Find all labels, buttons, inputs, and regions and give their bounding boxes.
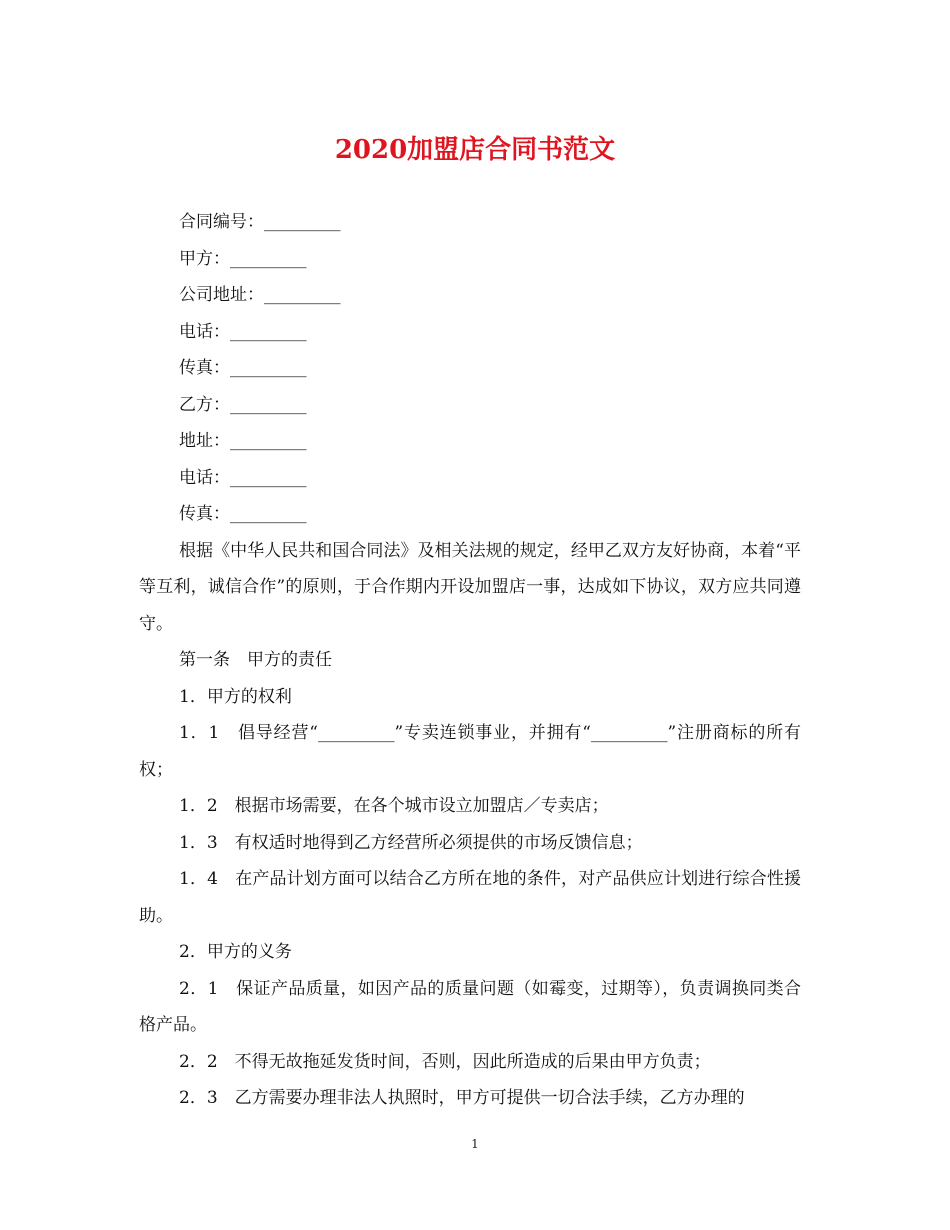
clause-2-2: 2．2 不得无故拖延发货时间，否则，因此所造成的后果由甲方负责； xyxy=(179,1051,711,1072)
preamble-paragraph: 根据《中华人民共和国合同法》及相关法规的规定，经甲乙双方友好协商，本着“平等互利，诚信合作”的原则，于合作期内开设加盟店一事，达成如下协议，双方应共同遵守。 xyxy=(139,540,801,634)
field-party-b-fax: 传真：_________ xyxy=(179,504,307,524)
field-party-a-fax: 传真：_________ xyxy=(179,358,307,378)
field-party-b-address: 地址：_________ xyxy=(179,431,307,451)
page-title: 2020加盟店合同书范文 xyxy=(334,135,616,165)
section-2-heading: 2．甲方的义务 xyxy=(179,942,292,962)
section-1-heading: 1．甲方的权利 xyxy=(179,686,292,707)
field-contract-number: 合同编号：_________ xyxy=(179,212,341,232)
clause-2-3: 2．3 乙方需要办理非法人执照时，甲方可提供一切合法手续，乙方办理的 xyxy=(179,1088,745,1108)
clause-1-1: 1．1 倡导经营“_________”专卖连锁事业，并拥有“_________”注册商标的所有权； xyxy=(139,723,801,780)
article-1-heading: 第一条 甲方的责任 xyxy=(179,650,332,670)
page-number: 1 xyxy=(471,1137,479,1151)
clause-1-2: 1．2 根据市场需要，在各个城市设立加盟店／专卖店； xyxy=(179,796,609,816)
clause-1-4: 1．4 在产品计划方面可以结合乙方所在地的条件，对产品供应计划进行综合性援助。 xyxy=(139,869,801,926)
document-body xyxy=(139,204,801,1117)
field-party-b: 乙方：_________ xyxy=(179,394,307,415)
field-company-address: 公司地址：_________ xyxy=(179,285,341,305)
clause-1-3: 1．3 有权适时地得到乙方经营所必须提供的市场反馈信息； xyxy=(179,832,643,853)
field-party-b-phone: 电话：_________ xyxy=(179,467,307,488)
field-party-a: 甲方：_________ xyxy=(179,248,307,269)
field-party-a-phone: 电话：_________ xyxy=(179,321,307,342)
clause-2-1: 2．1 保证产品质量，如因产品的质量问题（如霉变，过期等），负责调换同类合格产品。 xyxy=(139,978,801,1035)
